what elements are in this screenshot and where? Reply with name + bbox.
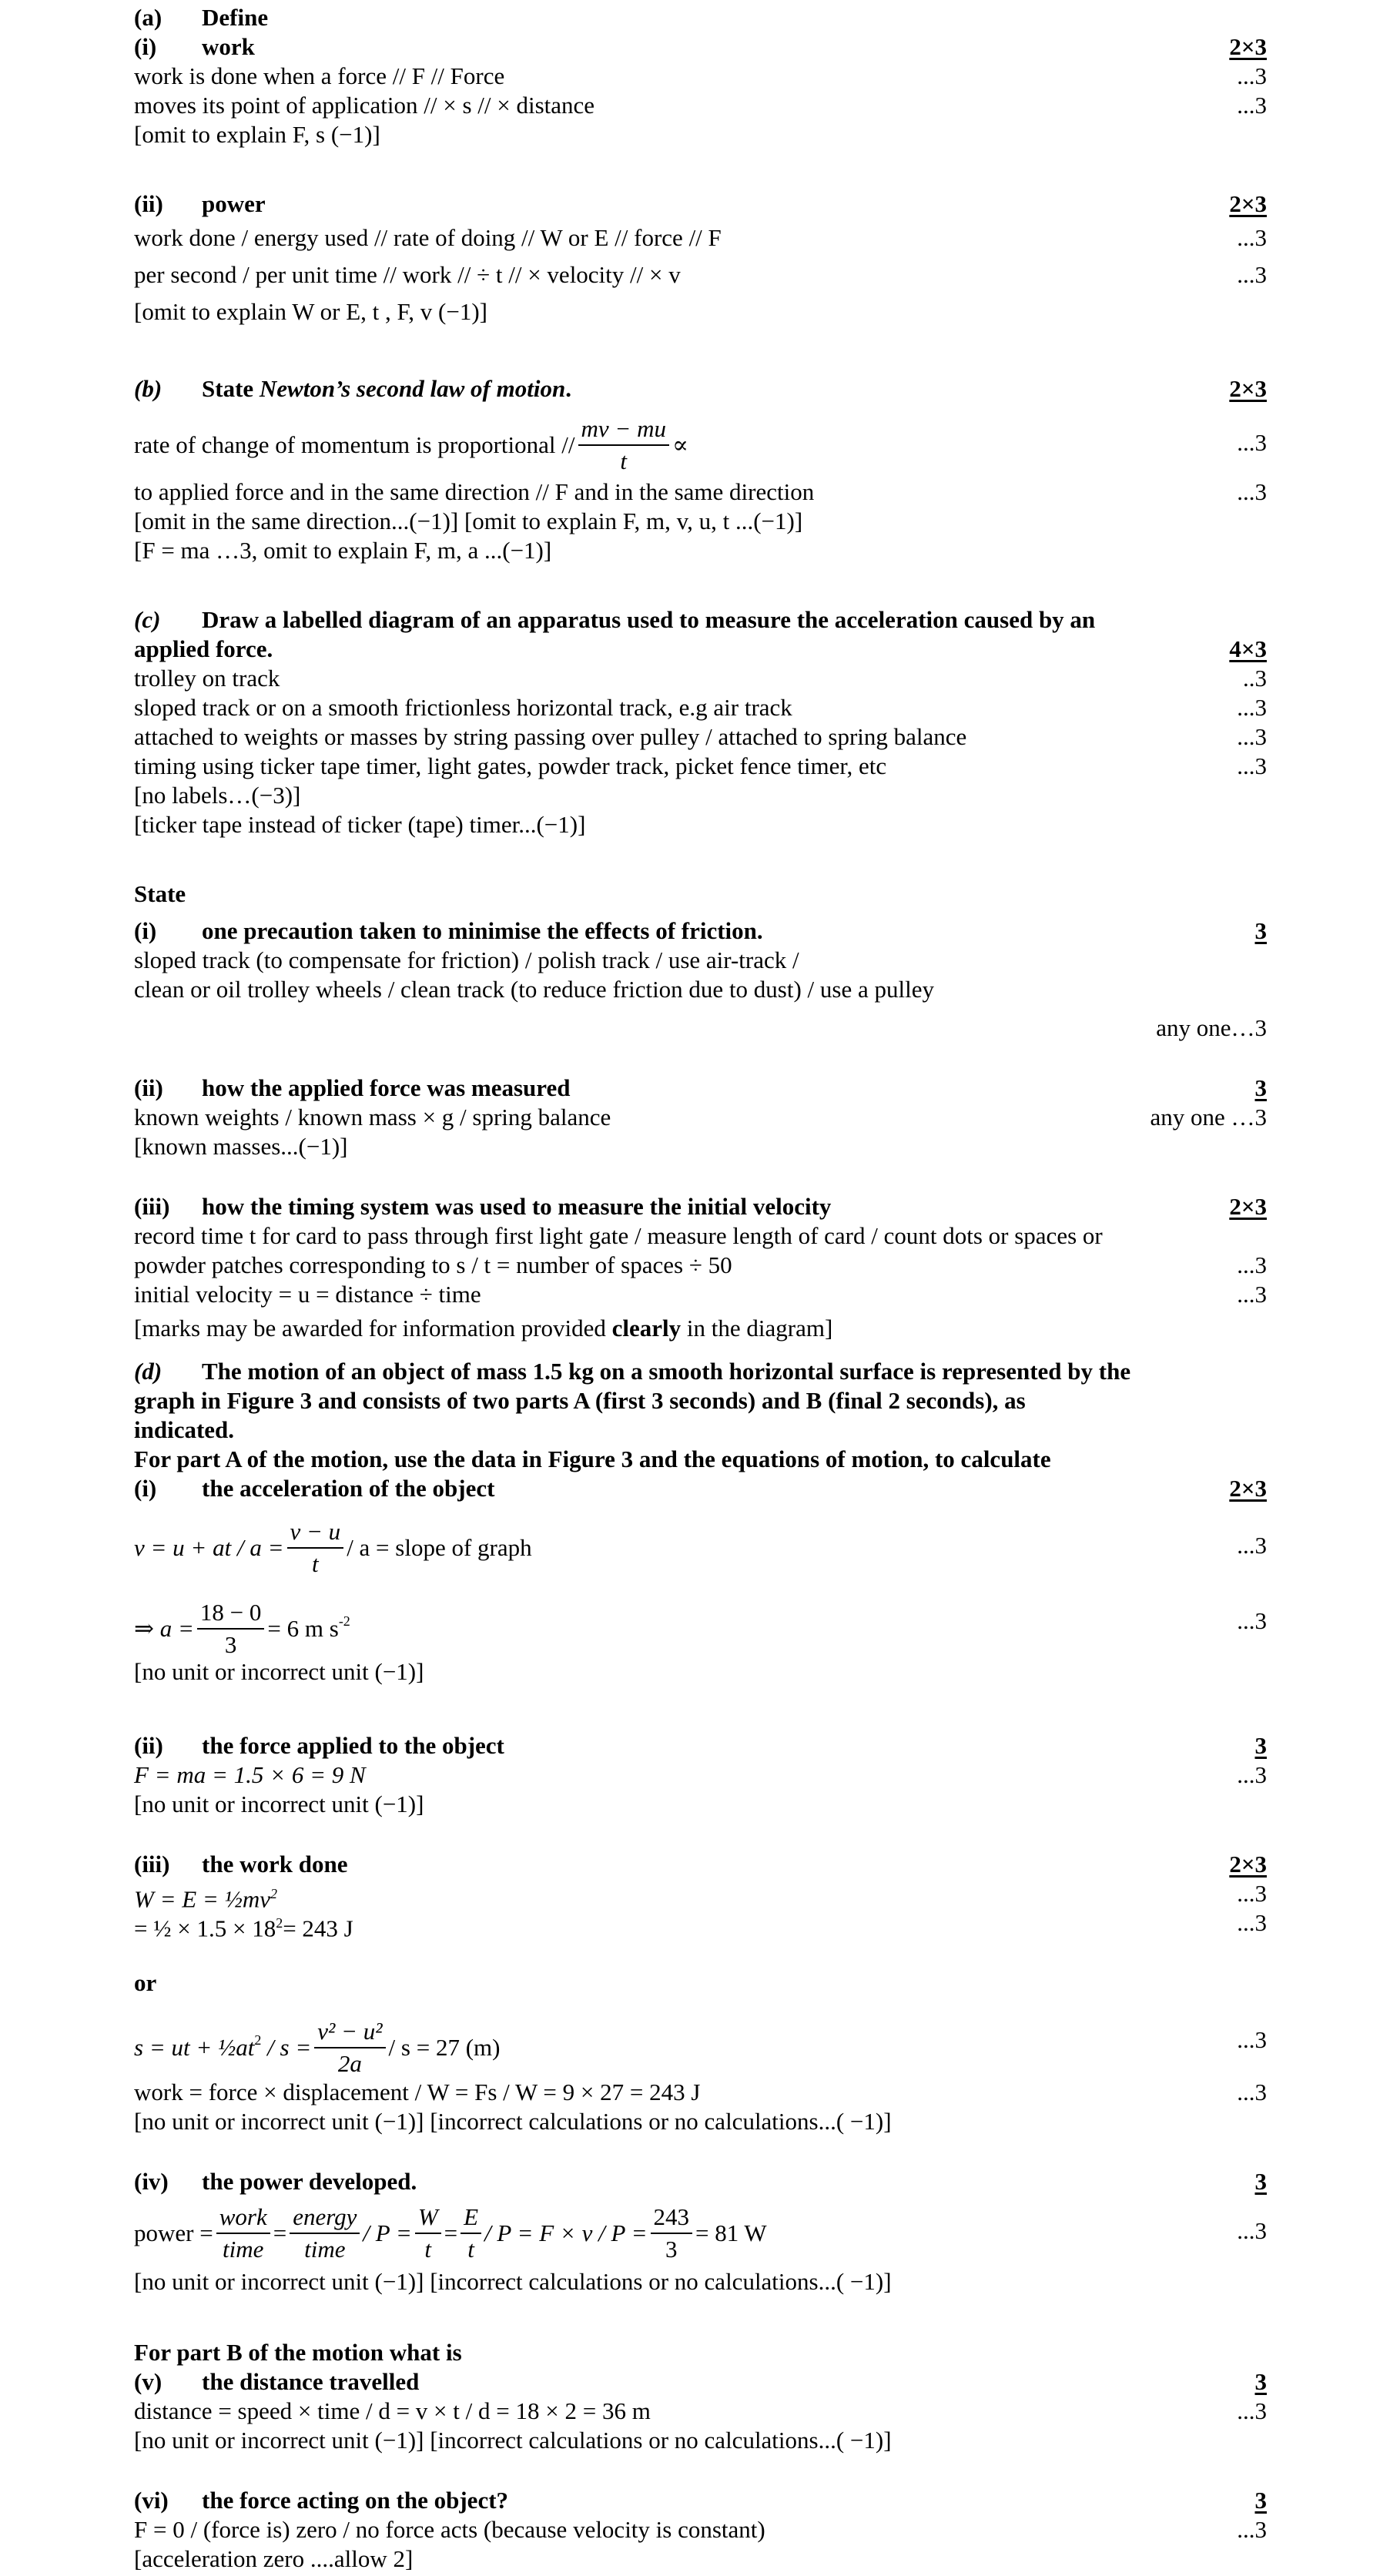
equation-text: = 243 J	[283, 1914, 353, 1942]
answer-line: work is done when a force // F // Force	[134, 62, 505, 89]
fraction	[651, 2202, 693, 2265]
numerator: v − u	[287, 1516, 344, 1549]
mark-value: any one …3	[1150, 1104, 1267, 1131]
question-d-iv	[134, 2167, 417, 2196]
mark-value: any one…3	[1156, 1014, 1267, 1041]
answer-line	[134, 1908, 353, 1942]
answer-line: per second / per unit time // work // ÷ t // × velocity // × v	[134, 261, 681, 288]
fraction	[415, 2202, 441, 2265]
exponent: 2	[254, 2032, 262, 2048]
numerator: v² − u²	[314, 2016, 385, 2048]
answer-line: trolley on track	[134, 665, 280, 692]
equation-text: = ½ × 1.5 × 18	[134, 1914, 276, 1942]
mark-value: ...3	[1237, 1909, 1267, 1936]
marking-note: [F = ma …3, omit to explain F, m, a ...(−1)]	[134, 537, 552, 564]
part-b-heading	[134, 374, 571, 404]
question-d-iii	[134, 1850, 347, 1879]
equation-text: / a = slope of graph	[347, 1533, 532, 1561]
exponent: -2	[338, 1613, 350, 1629]
answer-line: initial velocity = u = distance ÷ time	[134, 1281, 481, 1308]
equation-text: / s = 27 (m)	[388, 2034, 501, 2062]
part-title-suffix: .	[565, 375, 571, 402]
answer-line: sloped track or on a smooth frictionless horizontal track, e.g air track	[134, 694, 792, 721]
question-title: the work done	[202, 1851, 348, 1878]
question-label: (i)	[134, 917, 157, 944]
marking-note: [no unit or incorrect unit (−1)] [incorrect calculations or no calculations...( −1)]	[134, 2427, 892, 2454]
mark-value: ...3	[1237, 1880, 1267, 1907]
numerator: mv − mu	[578, 414, 669, 446]
part-title-italic: Newton’s second law of motion	[259, 375, 566, 402]
part-c-heading-cont: applied force.	[134, 635, 273, 662]
marks-total: 2×3	[1229, 375, 1267, 402]
question-d-vi	[134, 2486, 508, 2515]
mark-value: ...3	[1237, 1532, 1267, 1559]
marks-total: 3	[1254, 2487, 1267, 2514]
marks-total: 3	[1254, 1732, 1267, 1759]
mark-value: ...3	[1237, 2217, 1267, 2244]
answer-line: clean or oil trolley wheels / clean track (to reduce friction due to dust) / use a pulley	[134, 976, 934, 1003]
mark-value: ...3	[1237, 92, 1267, 119]
part-label: (b)	[134, 375, 162, 402]
equation-displacement	[134, 2005, 501, 2078]
part-b-motion-intro: For part B of the motion what is	[134, 2339, 462, 2366]
question-label: (v)	[134, 2368, 162, 2395]
fraction	[314, 2016, 385, 2079]
fraction	[578, 414, 669, 477]
denominator: t	[312, 1549, 319, 1577]
part-title: Draw a labelled diagram of an apparatus used to measure the acceleration caused by an	[202, 606, 1096, 633]
denominator: t	[620, 447, 628, 474]
mark-value: ...3	[1237, 723, 1267, 750]
fraction	[216, 2202, 270, 2265]
equation-text: v = u + at / a =	[134, 1533, 284, 1561]
marks-total: 2×3	[1229, 1193, 1267, 1220]
marking-note: [no unit or incorrect unit (−1)]	[134, 1790, 424, 1817]
answer-line: to applied force and in the same direction // F and in the same direction	[134, 478, 815, 505]
equation-text: / s =	[261, 2034, 312, 2062]
denominator: t	[467, 2235, 474, 2263]
numerator: 243	[651, 2202, 693, 2234]
answer-text: rate of change of momentum is proportional //	[134, 430, 575, 458]
part-d-intro	[134, 1357, 1130, 1386]
fraction	[461, 2202, 481, 2265]
mark-value: ..3	[1243, 665, 1267, 692]
fraction	[287, 1516, 344, 1579]
question-title: power	[202, 190, 266, 217]
marking-note: [no unit or incorrect unit (−1)] [incorrect calculations or no calculations...( −1)]	[134, 2108, 892, 2135]
marking-note: [no labels…(−3)]	[134, 782, 301, 809]
denominator: time	[223, 2235, 264, 2263]
question-state-ii	[134, 1074, 571, 1103]
part-d-intro-cont: graph in Figure 3 and consists of two parts A (first 3 seconds) and B (final 2 seconds), as	[134, 1387, 1026, 1414]
question-title: the power developed.	[202, 2168, 417, 2195]
note-text: [marks may be awarded for information provided	[134, 1315, 612, 1342]
question-a-i	[134, 32, 255, 62]
question-label: (ii)	[134, 1074, 163, 1101]
denominator: t	[424, 2235, 432, 2263]
equation-text: s = ut + ½at	[134, 2034, 255, 2062]
answer-line: distance = speed × time / d = v × t / d = 18 × 2 = 36 m	[134, 2397, 651, 2424]
marking-note: [ticker tape instead of ticker (tape) timer...(−1)]	[134, 811, 586, 838]
question-title: the force acting on the object?	[202, 2487, 509, 2514]
marking-note: [no unit or incorrect unit (−1)]	[134, 1658, 424, 1685]
part-label: (d)	[134, 1358, 162, 1385]
question-title: how the applied force was measured	[202, 1074, 571, 1101]
part-d-intro-cont: indicated.	[134, 1416, 235, 1443]
marks-total: 3	[1254, 2168, 1267, 2195]
question-label: (iii)	[134, 1851, 170, 1878]
equation-text: = 81 W	[695, 2219, 767, 2246]
equation-acceleration-value	[134, 1586, 350, 1659]
mark-value: ...3	[1237, 224, 1267, 251]
equation-text: =	[273, 2219, 287, 2246]
state-heading: State	[134, 880, 186, 907]
marks-total: 2×3	[1229, 33, 1267, 60]
question-title: the distance travelled	[202, 2368, 420, 2395]
question-d-ii	[134, 1731, 504, 1760]
equation-text: ⇒ a =	[134, 1615, 194, 1643]
question-title: how the timing system was used to measure the initial velocity	[202, 1193, 832, 1220]
numerator: E	[461, 2202, 481, 2234]
question-label: (i)	[134, 33, 157, 60]
part-title: Define	[202, 4, 269, 31]
marks-total: 3	[1254, 917, 1267, 944]
marking-note: [no unit or incorrect unit (−1)] [incorrect calculations or no calculations...( −1)]	[134, 2268, 892, 2295]
proportional-symbol: ∝	[672, 430, 688, 458]
marking-note: [omit in the same direction...(−1)] [omit to explain F, m, v, u, t ...(−1)]	[134, 507, 803, 534]
equation-text: = 6 m s	[267, 1615, 339, 1643]
answer-line: timing using ticker tape timer, light gates, powder track, picket fence timer, etc	[134, 752, 887, 779]
marks-total: 2×3	[1229, 190, 1267, 217]
question-d-i	[134, 1474, 494, 1503]
marking-note	[134, 1314, 832, 1343]
answer-line: F = ma = 1.5 × 6 = 9 N	[134, 1761, 366, 1788]
denominator: 2a	[337, 2050, 362, 2078]
mark-value: ...3	[1237, 2026, 1267, 2053]
mark-value: ...3	[1237, 429, 1267, 456]
mark-value: ...3	[1237, 2516, 1267, 2543]
mark-value: ...3	[1237, 1761, 1267, 1788]
note-emphasis: clearly	[611, 1315, 682, 1342]
answer-line: sloped track (to compensate for friction) / polish track / use air-track /	[134, 946, 799, 973]
question-title: one precaution taken to minimise the effects of friction.	[202, 917, 763, 944]
question-label: (iii)	[134, 1193, 170, 1220]
part-label: (a)	[134, 4, 162, 31]
question-title: the acceleration of the object	[202, 1475, 495, 1502]
denominator: time	[304, 2235, 346, 2263]
denominator: 3	[665, 2235, 678, 2263]
part-title-prefix: State	[202, 375, 260, 402]
question-a-ii	[134, 189, 266, 219]
part-a-heading	[134, 3, 268, 32]
marking-note: [known masses...(−1)]	[134, 1133, 348, 1160]
marking-note: [acceleration zero ....allow 2]	[134, 2545, 414, 2572]
marks-total: 3	[1254, 1074, 1267, 1101]
note-text: in the diagram]	[681, 1315, 833, 1342]
equation-text: W = E = ½mv	[134, 1885, 270, 1913]
equation-text: / P = F × v / P =	[484, 2219, 648, 2246]
numerator: energy	[290, 2202, 360, 2234]
equation-text: =	[444, 2219, 458, 2246]
question-label: (ii)	[134, 1732, 163, 1759]
marks-total: 2×3	[1229, 1475, 1267, 1502]
equation-acceleration	[134, 1511, 532, 1580]
question-state-iii	[134, 1192, 831, 1221]
question-title: the force applied to the object	[202, 1732, 504, 1759]
numerator: work	[216, 2202, 270, 2234]
part-c-heading	[134, 605, 1095, 635]
mark-value: ...3	[1237, 261, 1267, 288]
question-label: (i)	[134, 1475, 157, 1502]
question-d-v	[134, 2367, 419, 2397]
marks-total: 4×3	[1229, 635, 1267, 662]
equation-text: / P =	[363, 2219, 412, 2246]
marking-note: [omit to explain W or E, t , F, v (−1)]	[134, 298, 487, 325]
fraction	[197, 1597, 264, 1660]
answer-line: moves its point of application // × s // × distance	[134, 92, 595, 119]
mark-value: ...3	[1237, 1281, 1267, 1308]
equation-power	[134, 2196, 767, 2266]
question-state-i	[134, 916, 763, 946]
answer-line: record time t for card to pass through first light gate / measure length of card / count dots or spaces or	[134, 1222, 1103, 1249]
alternative-or: or	[134, 1969, 157, 1996]
part-label: (c)	[134, 606, 161, 633]
answer-line: powder patches corresponding to s / t = number of spaces ÷ 50	[134, 1251, 732, 1278]
exponent: 2	[276, 1915, 283, 1931]
question-title: work	[202, 33, 255, 60]
question-label: (ii)	[134, 190, 163, 217]
mark-value: ...3	[1237, 2397, 1267, 2424]
answer-line	[134, 1879, 277, 1913]
mark-value: ...3	[1237, 62, 1267, 89]
numerator: 18 − 0	[197, 1597, 264, 1630]
question-label: (iv)	[134, 2168, 169, 2195]
mark-value: ...3	[1237, 1251, 1267, 1278]
part-title: The motion of an object of mass 1.5 kg on a smooth horizontal surface is represented by the	[202, 1358, 1131, 1385]
mark-value: ...3	[1237, 752, 1267, 779]
denominator: 3	[224, 1631, 237, 1659]
marks-total: 3	[1254, 2368, 1267, 2395]
answer-line-momentum	[134, 408, 688, 477]
answer-line: known weights / known mass × g / spring balance	[134, 1104, 611, 1131]
exponent: 2	[270, 1886, 277, 1901]
mark-value: ...3	[1237, 2079, 1267, 2105]
answer-line: F = 0 / (force is) zero / no force acts (because velocity is constant)	[134, 2516, 765, 2543]
mark-value: ...3	[1237, 478, 1267, 505]
answer-line: work = force × displacement / W = Fs / W = 9 × 27 = 243 J	[134, 2079, 701, 2105]
mark-value: ...3	[1237, 1607, 1267, 1634]
mark-value: ...3	[1237, 694, 1267, 721]
fraction	[290, 2202, 360, 2265]
marking-note: [omit to explain F, s (−1)]	[134, 121, 380, 148]
answer-line: attached to weights or masses by string passing over pulley / attached to spring balance	[134, 723, 967, 750]
answer-line: work done / energy used // rate of doing // W or E // force // F	[134, 224, 722, 251]
marks-total: 2×3	[1229, 1851, 1267, 1878]
question-label: (vi)	[134, 2487, 169, 2514]
numerator: W	[415, 2202, 441, 2234]
part-a-motion-intro: For part A of the motion, use the data in Figure 3 and the equations of motion, to calculate	[134, 1445, 1051, 1472]
equation-text: power =	[134, 2219, 213, 2246]
